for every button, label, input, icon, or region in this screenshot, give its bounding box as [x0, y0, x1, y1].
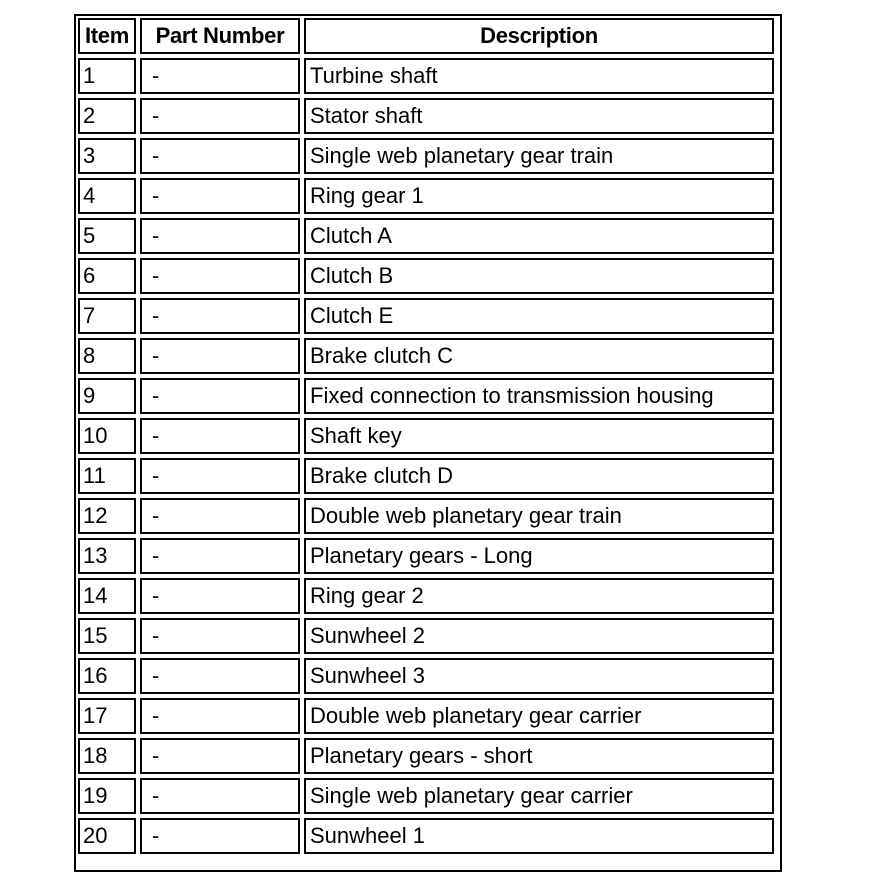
cell-item: 15: [78, 618, 136, 654]
table-row: [78, 418, 774, 454]
cell-description: Brake clutch D: [304, 458, 774, 494]
table-body: [78, 58, 774, 854]
header-part-number: Part Number: [140, 18, 300, 54]
table-row: [78, 698, 774, 734]
cell-item: 16: [78, 658, 136, 694]
table-row: [78, 578, 774, 614]
cell-item: 14: [78, 578, 136, 614]
cell-part-number: -: [140, 698, 300, 734]
cell-part-number: -: [140, 738, 300, 774]
cell-part-number: -: [140, 178, 300, 214]
table-row: [78, 778, 774, 814]
cell-description: Clutch A: [304, 218, 774, 254]
header-description: Description: [304, 18, 774, 54]
table-row: [78, 738, 774, 774]
cell-item: 11: [78, 458, 136, 494]
cell-item: 3: [78, 138, 136, 174]
cell-part-number: -: [140, 818, 300, 854]
table-row: [78, 138, 774, 174]
cell-item: 2: [78, 98, 136, 134]
cell-part-number: -: [140, 538, 300, 574]
cell-item: 17: [78, 698, 136, 734]
cell-item: 13: [78, 538, 136, 574]
cell-part-number: -: [140, 778, 300, 814]
cell-item: 12: [78, 498, 136, 534]
table-row: [78, 98, 774, 134]
cell-part-number: -: [140, 578, 300, 614]
cell-part-number: -: [140, 498, 300, 534]
cell-description: Sunwheel 3: [304, 658, 774, 694]
cell-description: Fixed connection to transmission housing: [304, 378, 774, 414]
cell-item: 20: [78, 818, 136, 854]
cell-part-number: -: [140, 618, 300, 654]
table-header: [78, 18, 774, 54]
cell-item: 5: [78, 218, 136, 254]
cell-item: 1: [78, 58, 136, 94]
table-row: [78, 258, 774, 294]
cell-part-number: -: [140, 338, 300, 374]
table-row: [78, 178, 774, 214]
cell-description: Double web planetary gear train: [304, 498, 774, 534]
cell-description: Brake clutch C: [304, 338, 774, 374]
table-row: [78, 498, 774, 534]
cell-part-number: -: [140, 418, 300, 454]
cell-description: Sunwheel 1: [304, 818, 774, 854]
table-row: [78, 458, 774, 494]
cell-part-number: -: [140, 58, 300, 94]
cell-item: 9: [78, 378, 136, 414]
cell-item: 6: [78, 258, 136, 294]
cell-part-number: -: [140, 458, 300, 494]
cell-description: Clutch B: [304, 258, 774, 294]
cell-description: Planetary gears - short: [304, 738, 774, 774]
cell-part-number: -: [140, 658, 300, 694]
cell-description: Shaft key: [304, 418, 774, 454]
table-row: [78, 338, 774, 374]
cell-description: Stator shaft: [304, 98, 774, 134]
cell-item: 10: [78, 418, 136, 454]
cell-description: Single web planetary gear train: [304, 138, 774, 174]
header-item: Item: [78, 18, 136, 54]
cell-part-number: -: [140, 258, 300, 294]
cell-item: 18: [78, 738, 136, 774]
cell-item: 7: [78, 298, 136, 334]
cell-part-number: -: [140, 138, 300, 174]
table-row: [78, 658, 774, 694]
table-row: [78, 618, 774, 654]
parts-table: [74, 14, 778, 858]
cell-description: Turbine shaft: [304, 58, 774, 94]
table-row: [78, 58, 774, 94]
cell-description: Planetary gears - Long: [304, 538, 774, 574]
cell-part-number: -: [140, 98, 300, 134]
table-row: [78, 538, 774, 574]
cell-description: Ring gear 1: [304, 178, 774, 214]
cell-part-number: -: [140, 218, 300, 254]
cell-description: Ring gear 2: [304, 578, 774, 614]
cell-part-number: -: [140, 378, 300, 414]
header-row: [78, 18, 774, 54]
table-row: [78, 378, 774, 414]
cell-description: Single web planetary gear carrier: [304, 778, 774, 814]
cell-description: Sunwheel 2: [304, 618, 774, 654]
cell-part-number: -: [140, 298, 300, 334]
cell-item: 19: [78, 778, 136, 814]
table-row: [78, 218, 774, 254]
table-row: [78, 298, 774, 334]
cell-description: Double web planetary gear carrier: [304, 698, 774, 734]
table-row: [78, 818, 774, 854]
cell-description: Clutch E: [304, 298, 774, 334]
cell-item: 4: [78, 178, 136, 214]
cell-item: 8: [78, 338, 136, 374]
